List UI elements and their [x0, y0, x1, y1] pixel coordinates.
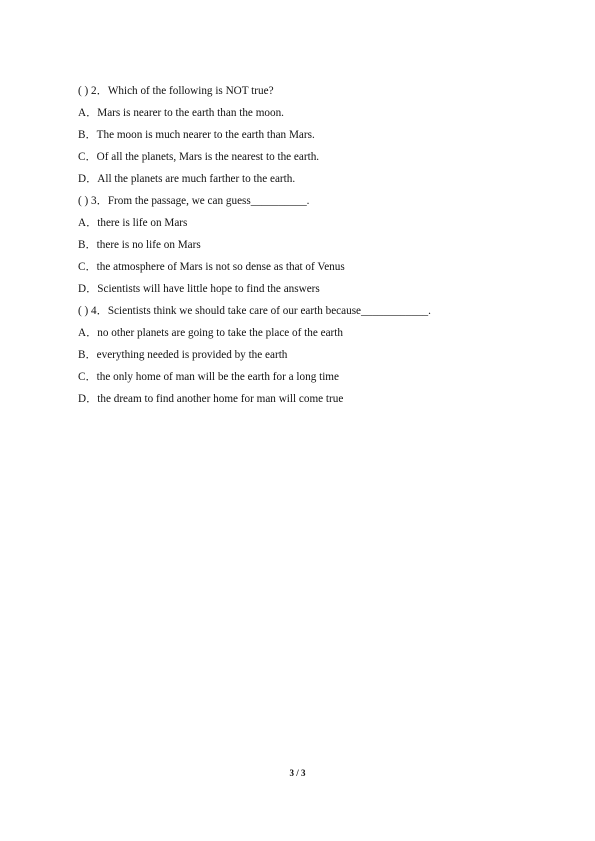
question-stem: ( ) 3．From the passage, we can guess__________. — [78, 195, 310, 207]
option-a: A．there is life on Mars — [78, 217, 188, 229]
option-c: C．Of all the planets, Mars is the nearest to the earth. — [78, 151, 320, 163]
page-number: 3 / 3 — [289, 768, 306, 778]
question-3 — [78, 190, 538, 300]
option-b: B．The moon is much nearer to the earth than Mars. — [78, 129, 315, 141]
option-a: A．no other planets are going to take the place of the earth — [78, 327, 343, 339]
option-d: D．Scientists will have little hope to find the answers — [78, 283, 320, 295]
question-2 — [78, 80, 538, 190]
question-stem: ( ) 4．Scientists think we should take care of our earth because____________. — [78, 305, 431, 317]
option-a: A．Mars is nearer to the earth than the moon. — [78, 107, 284, 119]
option-d: D．All the planets are much farther to the earth. — [78, 173, 296, 185]
option-b: B．there is no life on Mars — [78, 239, 201, 251]
question-stem: ( ) 2．Which of the following is NOT true? — [78, 85, 274, 97]
option-d: D．the dream to find another home for man will come true — [78, 393, 344, 405]
option-c: C．the only home of man will be the earth for a long time — [78, 371, 339, 383]
question-4 — [78, 300, 538, 410]
option-b: B．everything needed is provided by the earth — [78, 349, 288, 361]
question-list — [78, 80, 538, 410]
option-c: C．the atmosphere of Mars is not so dense as that of Venus — [78, 261, 345, 273]
